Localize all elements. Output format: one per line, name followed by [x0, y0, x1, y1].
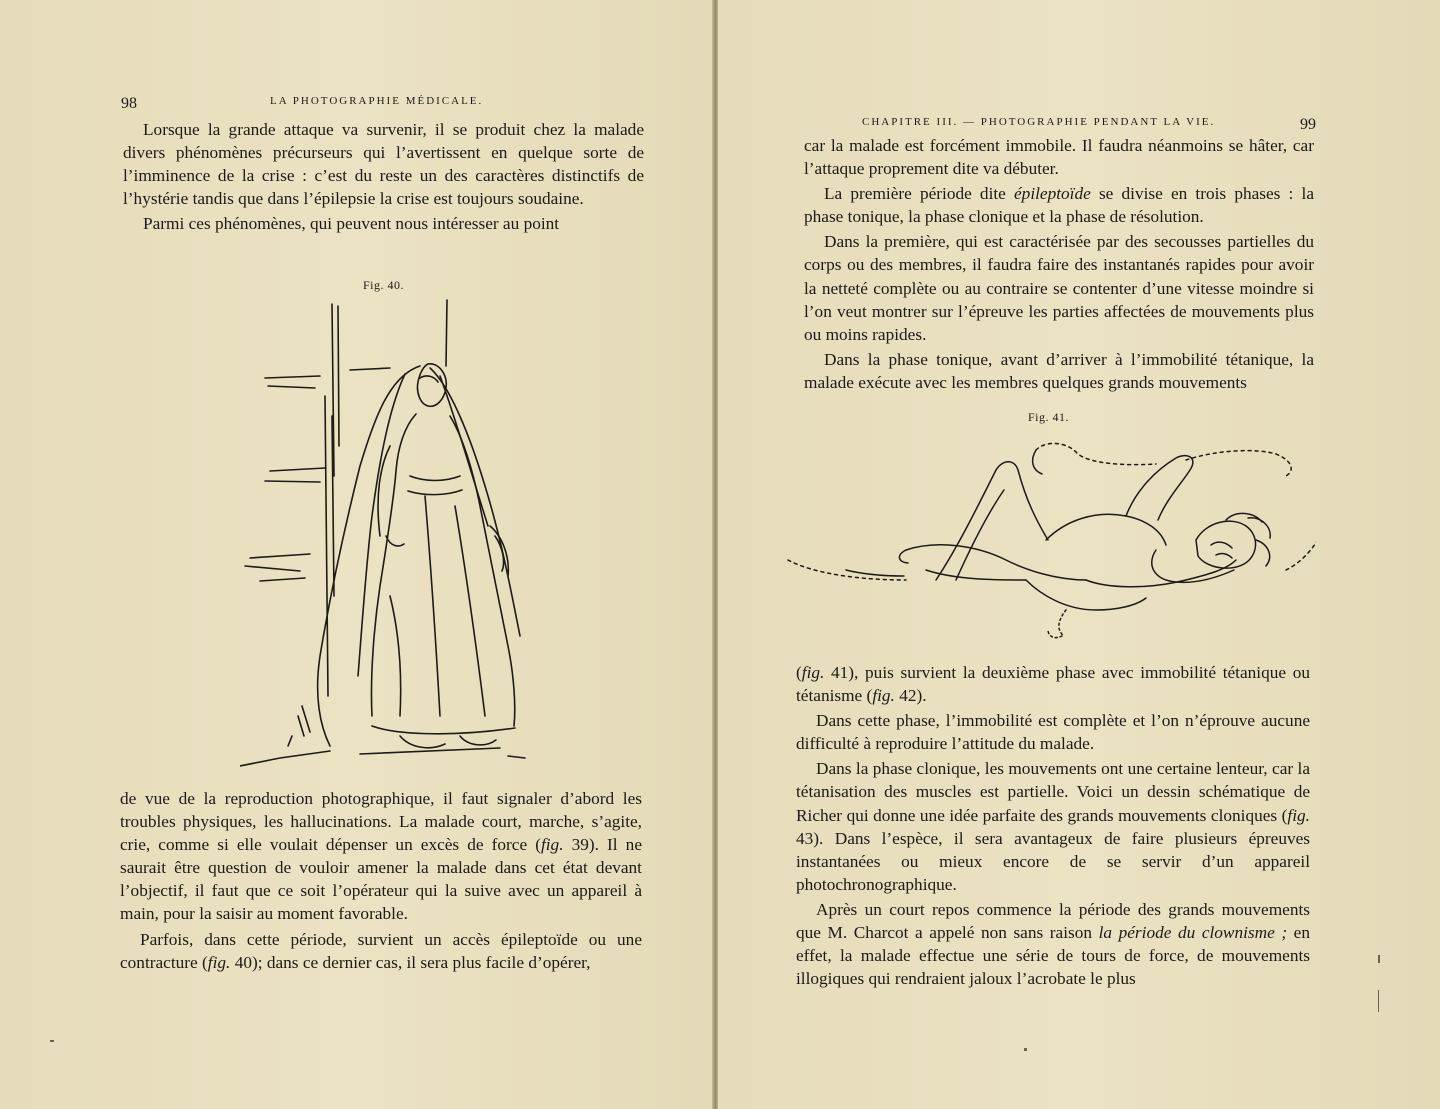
left-paragraph-2: Parmi ces phénomènes, qui peuvent nous intéresser au point: [143, 214, 560, 234]
left-text-bottom: [120, 787, 642, 974]
fig-43-ref: fig.: [1287, 805, 1310, 825]
right-paragraph-2: [804, 182, 1314, 228]
right-text-bottom: [796, 661, 1310, 990]
page-speck: [1378, 955, 1380, 963]
fig-39-ref: fig.: [540, 835, 564, 855]
left-paragraph-4-text-b: 40); dans ce dernier cas, il sera plus facile d’opérer,: [230, 952, 591, 972]
right-paragraph-8-text-b: en effet, la malade effectue une série de tours de force, de mouvements illogiques qui rendraient jaloux l’acrobate le plus: [796, 923, 1310, 989]
epileptoide-term: épileptoïde: [1014, 184, 1091, 204]
right-paragraph-1: car la malade est forcément immobile. Il faudra néanmoins se hâter, car l’attaque proprement dite va débuter.: [804, 136, 1314, 179]
right-paragraph-3: Dans la première, qui est caractérisée par des secousses partielles du corps ou des membres, il faudra faire des instantanés rapides pour avoir la netteté complète ou au contraire se contenter d’une vitesse moindre si l’on veut montrer sur l’épreuve les parties affectées de mouvements plus ou moins rapides.: [804, 232, 1314, 344]
left-running-header: LA PHOTOGRAPHIE MÉDICALE.: [270, 95, 484, 107]
figure-41-illustration: [786, 430, 1316, 650]
right-running-header: CHAPITRE III. — PHOTOGRAPHIE PENDANT LA VIE.: [862, 116, 1216, 128]
right-paragraph-8-text-a: Après un court repos commence la période des grands mouvements que M. Charcot a appelé non sans raison: [796, 899, 1310, 943]
left-paragraph-4: [120, 928, 642, 974]
left-paragraph-3-text-a: de vue de la reproduction photographique, il faut signaler d’abord les troubles physiques, les hallucinations. La malade court, marche, s’agite, crie, comme si elle voulait dépenser un excès de force (: [120, 789, 642, 855]
fig-40-ref: fig.: [207, 952, 231, 972]
right-paragraph-2-text-b: se divise en trois phases : la phase tonique, la phase clonique et la phase de résolution.: [804, 184, 1314, 227]
clownisme-term: la période du clownisme ;: [1098, 923, 1288, 943]
right-paragraph-6: Dans cette phase, l’immobilité est complète et l’on n’éprouve aucune difficulté à reproduire l’attitude du malade.: [796, 711, 1310, 754]
right-paragraph-5: [796, 661, 1310, 707]
left-paragraph-4-text-a: Parfois, dans cette période, survient un accès épileptoïde ou une contracture (: [120, 929, 642, 972]
right-paragraph-5-text-a: 41), puis survient la deuxième phase avec immobilité tétanique ou tétanisme (: [796, 663, 1310, 706]
left-text-top: [123, 118, 644, 235]
right-paragraph-7-text-b: 43). Dans l’espèce, il sera avantageux de faire plusieurs épreuves instantanées ou mieux encore de se servir d’un appareil photochronographique.: [796, 828, 1310, 894]
right-paragraph-4: Dans la phase tonique, avant d’arriver à l’immobilité tétanique, la malade exécute avec les membres quelques grands mouvements: [804, 349, 1314, 392]
right-text-top: [804, 134, 1314, 394]
left-paragraph-3-text-b: 39). Il ne saurait être question de vouloir amener la malade dans cet état devant l’objectif, il faut que ce soit l’opérateur qui la suive avec un appareil à main, pour la saisir au moment favorable.: [120, 835, 642, 924]
fig-41-ref: fig.: [801, 663, 825, 682]
right-paragraph-7: [796, 757, 1310, 896]
right-page-number: 99: [1300, 116, 1316, 133]
left-page: [0, 0, 714, 1109]
page-speck: [50, 1040, 54, 1042]
fig-42-ref: fig.: [872, 686, 895, 706]
page-speck: [1378, 990, 1379, 1012]
right-page: [718, 0, 1440, 1109]
right-paragraph-2-text-a: La première période dite: [824, 184, 1015, 204]
right-paragraph-7-text-a: Dans la phase clonique, les mouvements ont une certaine lenteur, car la tétanisation des muscles est partielle. Voici un dessin schématique de Richer qui donne une idée parfaite des grands mouvements cloniques (: [796, 759, 1310, 825]
right-paragraph-5-open: (: [796, 663, 802, 682]
right-paragraph-8: [796, 898, 1310, 990]
left-page-number: 98: [121, 95, 137, 112]
page-speck: [1024, 1048, 1027, 1051]
left-paragraph-3: [120, 787, 642, 926]
figure-40-caption: Fig. 40.: [363, 278, 405, 292]
figure-40-illustration: [240, 296, 530, 776]
right-paragraph-5-text-b: 42).: [894, 686, 927, 706]
left-paragraph-1: Lorsque la grande attaque va survenir, il se produit chez la malade divers phénomènes précurseurs qui l’avertissent en quelque sorte de l’imminence de la crise : c’est du reste un des caractères distinctifs de l’hystérie tandis que dans l’épilepsie la crise est toujours soudaine.: [123, 120, 644, 209]
figure-41-caption: Fig. 41.: [1028, 410, 1070, 424]
